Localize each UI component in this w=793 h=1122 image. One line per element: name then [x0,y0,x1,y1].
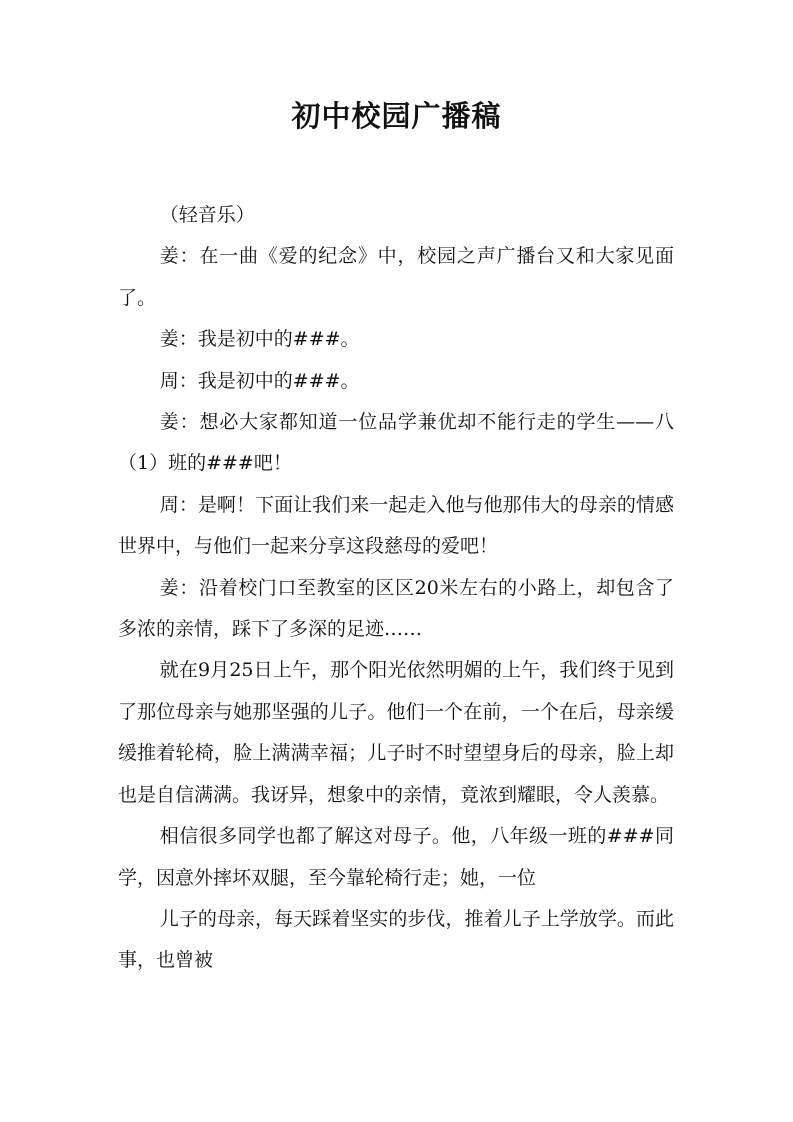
paragraph-story: 就在9月25日上午，那个阳光依然明媚的上午，我们终于见到了那位母亲与她那坚强的儿子。他们一个在前，一个在后，母亲缓缓推着轮椅，脸上满满幸福；儿子时不时望望身后的母亲，脸上却也是自信满满。我讶异，想象中的亲情，竟浓到耀眼，令人羡慕。 [118,659,674,806]
paragraph-background: 相信很多同学也都了解这对母子。他，八年级一班的###同学，因意外摔坏双腿，至今靠轮椅行走；她，一位 [118,825,674,889]
document-title: 初中校园广播稿 [291,99,502,133]
paragraph-student-intro: 姜：想必大家都知道一位品学兼优却不能行走的学生——八（1）班的###吧！ [118,411,674,475]
paragraph-invitation: 周：是啊！下面让我们来一起走入他与他那伟大的母亲的情感世界中，与他们一起来分享这段慈母的爱吧！ [118,493,674,558]
paragraph-host-zhou-intro: 周：我是初中的###。 [159,369,360,392]
paragraph-opening: 姜：在一曲《爱的纪念》中，校园之声广播台又和大家见面了。 [118,245,674,309]
paragraph-stage-direction: （轻音乐） [159,204,255,226]
paragraph-mother: 儿子的母亲，每天踩着坚实的步伐，推着儿子上学放学。而此事，也曾被 [118,907,674,972]
paragraph-road: 姜：沿着校门口至教室的区区20米左右的小路上，却包含了多浓的亲情，踩下了多深的足迹…… [118,576,674,641]
paragraph-host-jiang-intro: 姜：我是初中的###。 [159,328,360,351]
document-body [118,195,674,982]
